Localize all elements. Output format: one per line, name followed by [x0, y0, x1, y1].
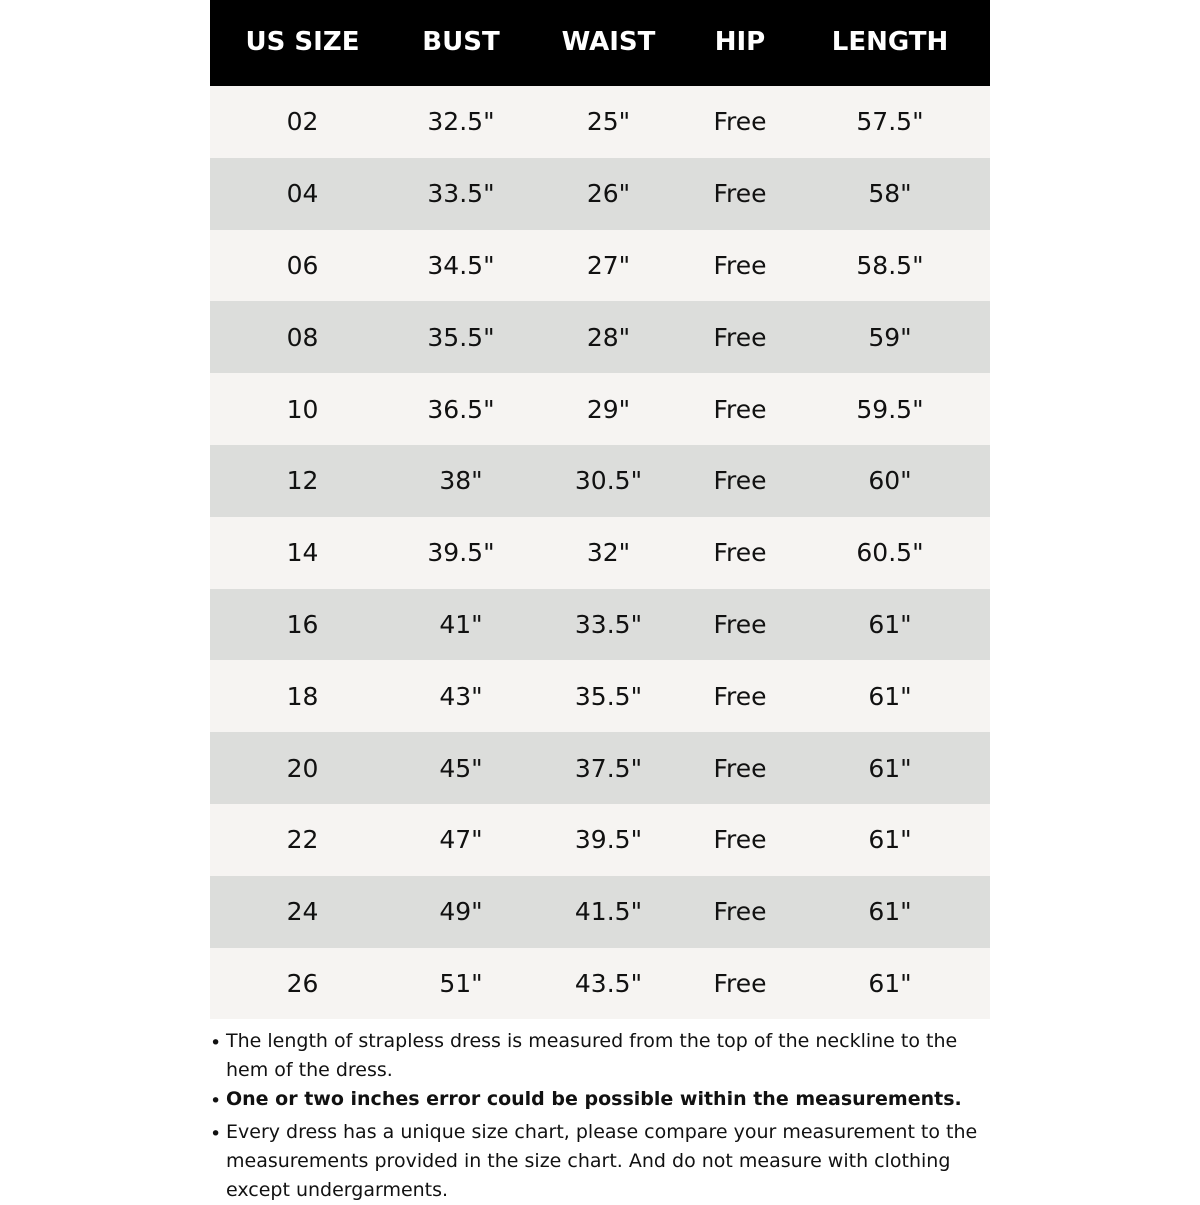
table-row [210, 876, 990, 948]
cell-length: 61" [868, 897, 912, 927]
cell-bust: 43" [439, 681, 483, 711]
cell-waist: 33.5" [574, 609, 643, 639]
size-notes [210, 1027, 1000, 1205]
table-row [210, 804, 990, 876]
cell-waist: 39.5" [574, 825, 643, 855]
table-row [210, 948, 990, 1020]
table-row [210, 732, 990, 804]
cell-length: 58" [868, 179, 912, 209]
cell-hip: Free [713, 179, 767, 209]
cell-waist: 32" [586, 538, 631, 568]
column-header-waist: WAIST [561, 27, 656, 57]
cell-bust: 39.5" [427, 538, 495, 568]
cell-waist: 27" [586, 250, 631, 280]
cell-length: 61" [868, 681, 912, 711]
note-item [210, 1027, 1000, 1085]
bullet-icon: • [210, 1032, 222, 1054]
table-header-row [210, 0, 990, 86]
cell-length: 57.5" [856, 107, 924, 137]
cell-us-size: 08 [286, 322, 319, 352]
cell-hip: Free [713, 466, 767, 496]
note-item [210, 1118, 1000, 1205]
cell-length: 58.5" [856, 250, 924, 280]
cell-bust: 35.5" [427, 322, 495, 352]
cell-length: 60" [868, 466, 912, 496]
cell-length: 60.5" [856, 538, 924, 568]
bullet-icon: • [210, 1123, 222, 1145]
table-row [210, 86, 990, 158]
cell-length: 61" [868, 609, 912, 639]
cell-hip: Free [713, 897, 767, 927]
cell-us-size: 06 [286, 250, 319, 280]
cell-hip: Free [713, 538, 767, 568]
cell-us-size: 18 [286, 681, 319, 711]
cell-bust: 34.5" [427, 250, 495, 280]
cell-us-size: 20 [286, 753, 319, 783]
cell-waist: 37.5" [574, 753, 643, 783]
cell-us-size: 02 [286, 107, 319, 137]
cell-length: 59.5" [856, 394, 924, 424]
table-row [210, 517, 990, 589]
column-header-us-size: US SIZE [245, 27, 360, 57]
cell-us-size: 10 [286, 394, 319, 424]
cell-us-size: 12 [286, 466, 319, 496]
cell-bust: 36.5" [427, 394, 495, 424]
table-row [210, 660, 990, 732]
cell-hip: Free [713, 394, 767, 424]
cell-hip: Free [713, 322, 767, 352]
cell-length: 61" [868, 825, 912, 855]
note-text: One or two inches error could be possible within the measurements. [226, 1088, 962, 1110]
table-row [210, 373, 990, 445]
table-row [210, 445, 990, 517]
cell-us-size: 04 [286, 179, 319, 209]
cell-us-size: 22 [286, 825, 319, 855]
bullet-icon: • [210, 1090, 222, 1112]
cell-bust: 32.5" [427, 107, 495, 137]
cell-hip: Free [713, 250, 767, 280]
cell-bust: 38" [439, 466, 483, 496]
note-text: Every dress has a unique size chart, please compare your measurement to the measurements provided in the size chart. And do not measure with clothing except undergarments. [226, 1121, 978, 1201]
cell-hip: Free [713, 825, 767, 855]
cell-waist: 41.5" [574, 897, 643, 927]
cell-us-size: 24 [286, 897, 319, 927]
table-row [210, 589, 990, 661]
cell-waist: 28" [586, 322, 631, 352]
cell-waist: 43.5" [574, 968, 643, 998]
cell-length: 61" [868, 753, 912, 783]
cell-hip: Free [713, 968, 767, 998]
column-header-bust: BUST [422, 27, 500, 57]
cell-waist: 30.5" [574, 466, 643, 496]
column-header-hip: HIP [714, 27, 766, 57]
cell-waist: 29" [586, 394, 631, 424]
cell-us-size: 16 [286, 609, 319, 639]
size-chart-table [210, 0, 990, 1019]
cell-hip: Free [713, 753, 767, 783]
note-item [210, 1085, 1000, 1118]
cell-waist: 25" [586, 107, 631, 137]
cell-us-size: 26 [286, 968, 319, 998]
cell-length: 59" [868, 322, 912, 352]
table-row [210, 301, 990, 373]
note-text: The length of strapless dress is measured from the top of the neckline to the hem of the dress. [226, 1030, 958, 1081]
cell-us-size: 14 [286, 538, 319, 568]
column-header-length: LENGTH [831, 27, 949, 57]
table-row [210, 230, 990, 302]
cell-bust: 33.5" [427, 179, 495, 209]
cell-waist: 26" [586, 179, 631, 209]
cell-length: 61" [868, 968, 912, 998]
cell-bust: 41" [439, 609, 483, 639]
cell-hip: Free [713, 107, 767, 137]
cell-hip: Free [713, 681, 767, 711]
cell-bust: 51" [439, 968, 483, 998]
cell-bust: 45" [439, 753, 483, 783]
cell-bust: 49" [439, 897, 483, 927]
cell-hip: Free [713, 609, 767, 639]
table-row [210, 158, 990, 230]
cell-waist: 35.5" [574, 681, 643, 711]
cell-bust: 47" [439, 825, 483, 855]
